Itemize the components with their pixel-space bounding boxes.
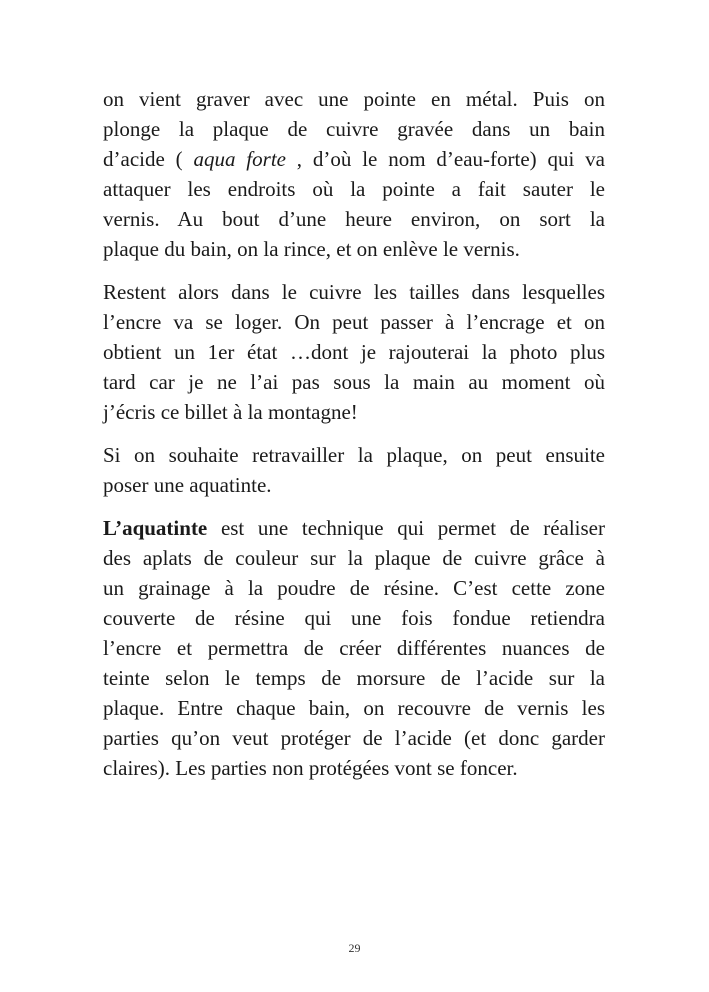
text-line: couverte de résine qui une fois fondue retiendra [103,606,605,630]
text-fragment: est une technique qui permet de réaliser [220,516,605,540]
text-line: teinte selon le temps de morsure de l’acide sur la [103,666,605,690]
text-line: on vient graver avec une pointe en métal. Puis on [103,87,605,111]
text-line: l’encre va se loger. On peut passer à l’encrage et on [103,310,605,334]
text-fragment: , d’où le nom d’eau-forte) qui va [285,147,605,171]
text-line: j’écris ce billet à la montagne! [103,400,358,424]
text-line: obtient un 1er état …dont je rajouterai la photo plus [103,340,605,364]
text-line: l’encre et permettra de créer différentes nuances de [103,636,605,660]
text-line: plonge la plaque de cuivre gravée dans un bain [103,117,605,141]
text-line: plaque du bain, on la rince, et on enlève le vernis. [103,237,520,261]
text-line: claires). Les parties non protégées vont se foncer. [103,756,518,780]
text-line: tard car je ne l’ai pas sous la main au moment où [103,370,605,394]
paragraph-etching [103,84,605,264]
text-line-aquatint-heading [103,513,605,543]
text-line: plaque. Entre chaque bain, on recouvre de vernis les [103,696,605,720]
text-line: vernis. Au bout d’une heure environ, on sort la [103,207,605,231]
bold-term-aquatinte: L’aquatinte [103,516,221,540]
text-line: Si on souhaite retravailler la plaque, on peut ensuite [103,443,605,467]
text-fragment: d’acide ( [103,147,194,171]
paragraph-first-state [103,277,605,427]
paragraph-aquatint [103,513,605,783]
page-body [103,84,605,796]
text-line: parties qu’on veut protéger de l’acide (et donc garder [103,726,605,750]
text-line: des aplats de couleur sur la plaque de cuivre grâce à [103,546,605,570]
text-line: un grainage à la poudre de résine. C’est cette zone [103,576,605,600]
page-number: 29 [348,941,361,955]
italic-term-aqua-forte: aqua forte [193,147,286,171]
text-line-aqua-forte [103,144,605,174]
text-line: Restent alors dans le cuivre les tailles dans lesquelles [103,280,605,304]
paragraph-rework [103,440,605,500]
text-line: attaquer les endroits où la pointe a fait sauter le [103,177,605,201]
text-line: poser une aquatinte. [103,473,272,497]
